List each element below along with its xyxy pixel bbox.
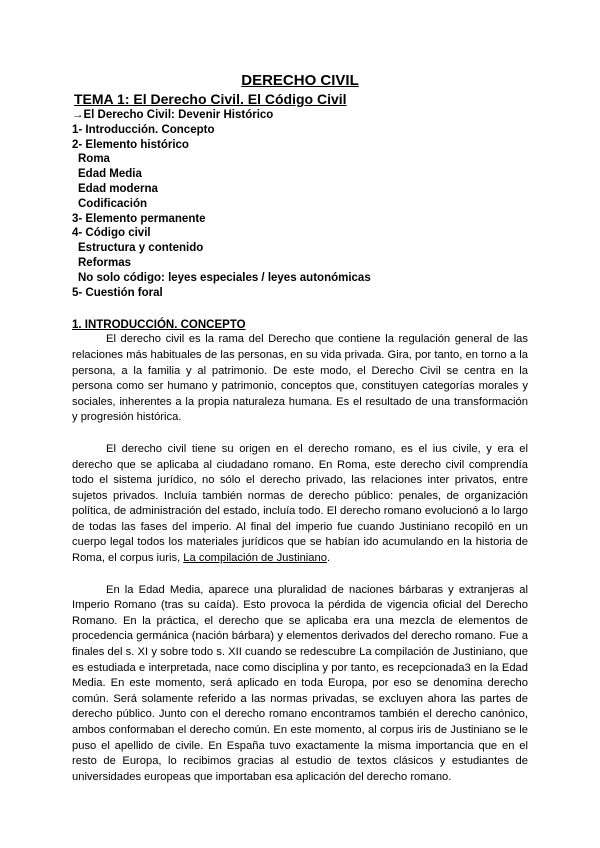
paragraph-roma-end: . — [326, 552, 331, 565]
outline-subitem: Edad Media — [78, 168, 142, 181]
paragraph-roma-text: El derecho civil tiene su origen en el derecho romano, es el ius civile, y era el derecho que se aplicaba al ciudadano romano. En Roma, este derecho civil comprendía todo el sistema jurídico, no sólo el derecho privado, las relaciones inter privatos, entre sujetos privados. Incluía también normas de derecho público: penales, de organización política, de administración del estado, incluía todo. El derecho romano evolucionó a lo largo de todas las fases del imperio. Al final del imperio fue cuando Justiniano recopiló en un cuerpo legal todos los materiales jurídicos que se habían ido acumulando en la historia de Roma, el corpus iuris, — [72, 442, 528, 565]
outline-subitem: Estructura y contenido — [78, 242, 204, 255]
document-page — [72, 72, 528, 785]
section-heading: 1. INTRODUCCIÓN. CONCEPTO — [72, 319, 246, 332]
paragraph-roma — [72, 442, 528, 567]
outline-item: 4- Código civil — [72, 227, 151, 240]
outline-subitem: Codificación — [78, 197, 148, 210]
outline-item: 5- Cuestión foral — [72, 286, 163, 299]
outline-subitem: Edad moderna — [78, 182, 158, 195]
outline-list — [72, 108, 528, 300]
compilacion-justiniano-underlined: La compilación de Justiniano — [183, 552, 327, 565]
outline-item: →El Derecho Civil: Devenir Histórico — [72, 109, 274, 121]
outline-subitem: Reformas — [78, 256, 132, 269]
outline-item: 3- Elemento permanente — [72, 212, 206, 225]
outline-subitem: No solo código: leyes especiales / leyes autonómicas — [78, 271, 371, 284]
document-title: DERECHO CIVIL — [241, 72, 359, 89]
paragraph-edad-media: En la Edad Media, aparece una pluralidad de naciones bárbaras y extranjeras al Imperio Romano (tras su caída). Esto provoca la pérdida de vigencia oficial del Derecho Romano. En la práctica, el derecho que se aplicaba era una mezcla de elementos de procedencia germánica (nación bárbara) y elementos derivados del derecho romano. Fue a finales del s. XI y sobre todo s. XII cuando se redescubre La compilación de Justiniano, que es estudiada e interpretada, nace como disciplina y por tanto, es recepcionada3 en la Edad Media. En este momento, será aplicado en toda Europa, por eso se denomina derecho común. Será solamente referido a las normas privadas, se excluyen ahora las partes de derecho público. Junto con el derecho romano encontramos también el derecho canónico, ambos conformaban el derecho común. En este momento, al corpus iris de Justiniano se le puso el apellido de civile. En España tuvo exactamente la misma importancia que en el resto de Europa, lo recibimos gracias al estudio de textos clásicos y estudiantes de universidades europeas que importaban esa aplicación del derecho romano. — [72, 583, 528, 783]
outline-item: 2- Elemento histórico — [72, 138, 189, 151]
tema-title: TEMA 1: El Derecho Civil. El Código Civil — [74, 91, 347, 107]
paragraph-concepto: El derecho civil es la rama del Derecho que contiene la regulación general de las relaciones más habituales de las personas, en su vida privada. Gira, por tanto, en torno a la persona, a la familia y al patrimonio. De este modo, el Derecho Civil se centra en la persona como ser humano y patrimonio, conceptos que, constituyen categorías morales y sociales, inherentes a la propia naturaleza humana. Es el resultado de una transformación y progresión histórica. — [72, 333, 528, 424]
outline-subitem: Roma — [78, 153, 110, 166]
outline-item: 1- Introducción. Concepto — [72, 123, 215, 136]
